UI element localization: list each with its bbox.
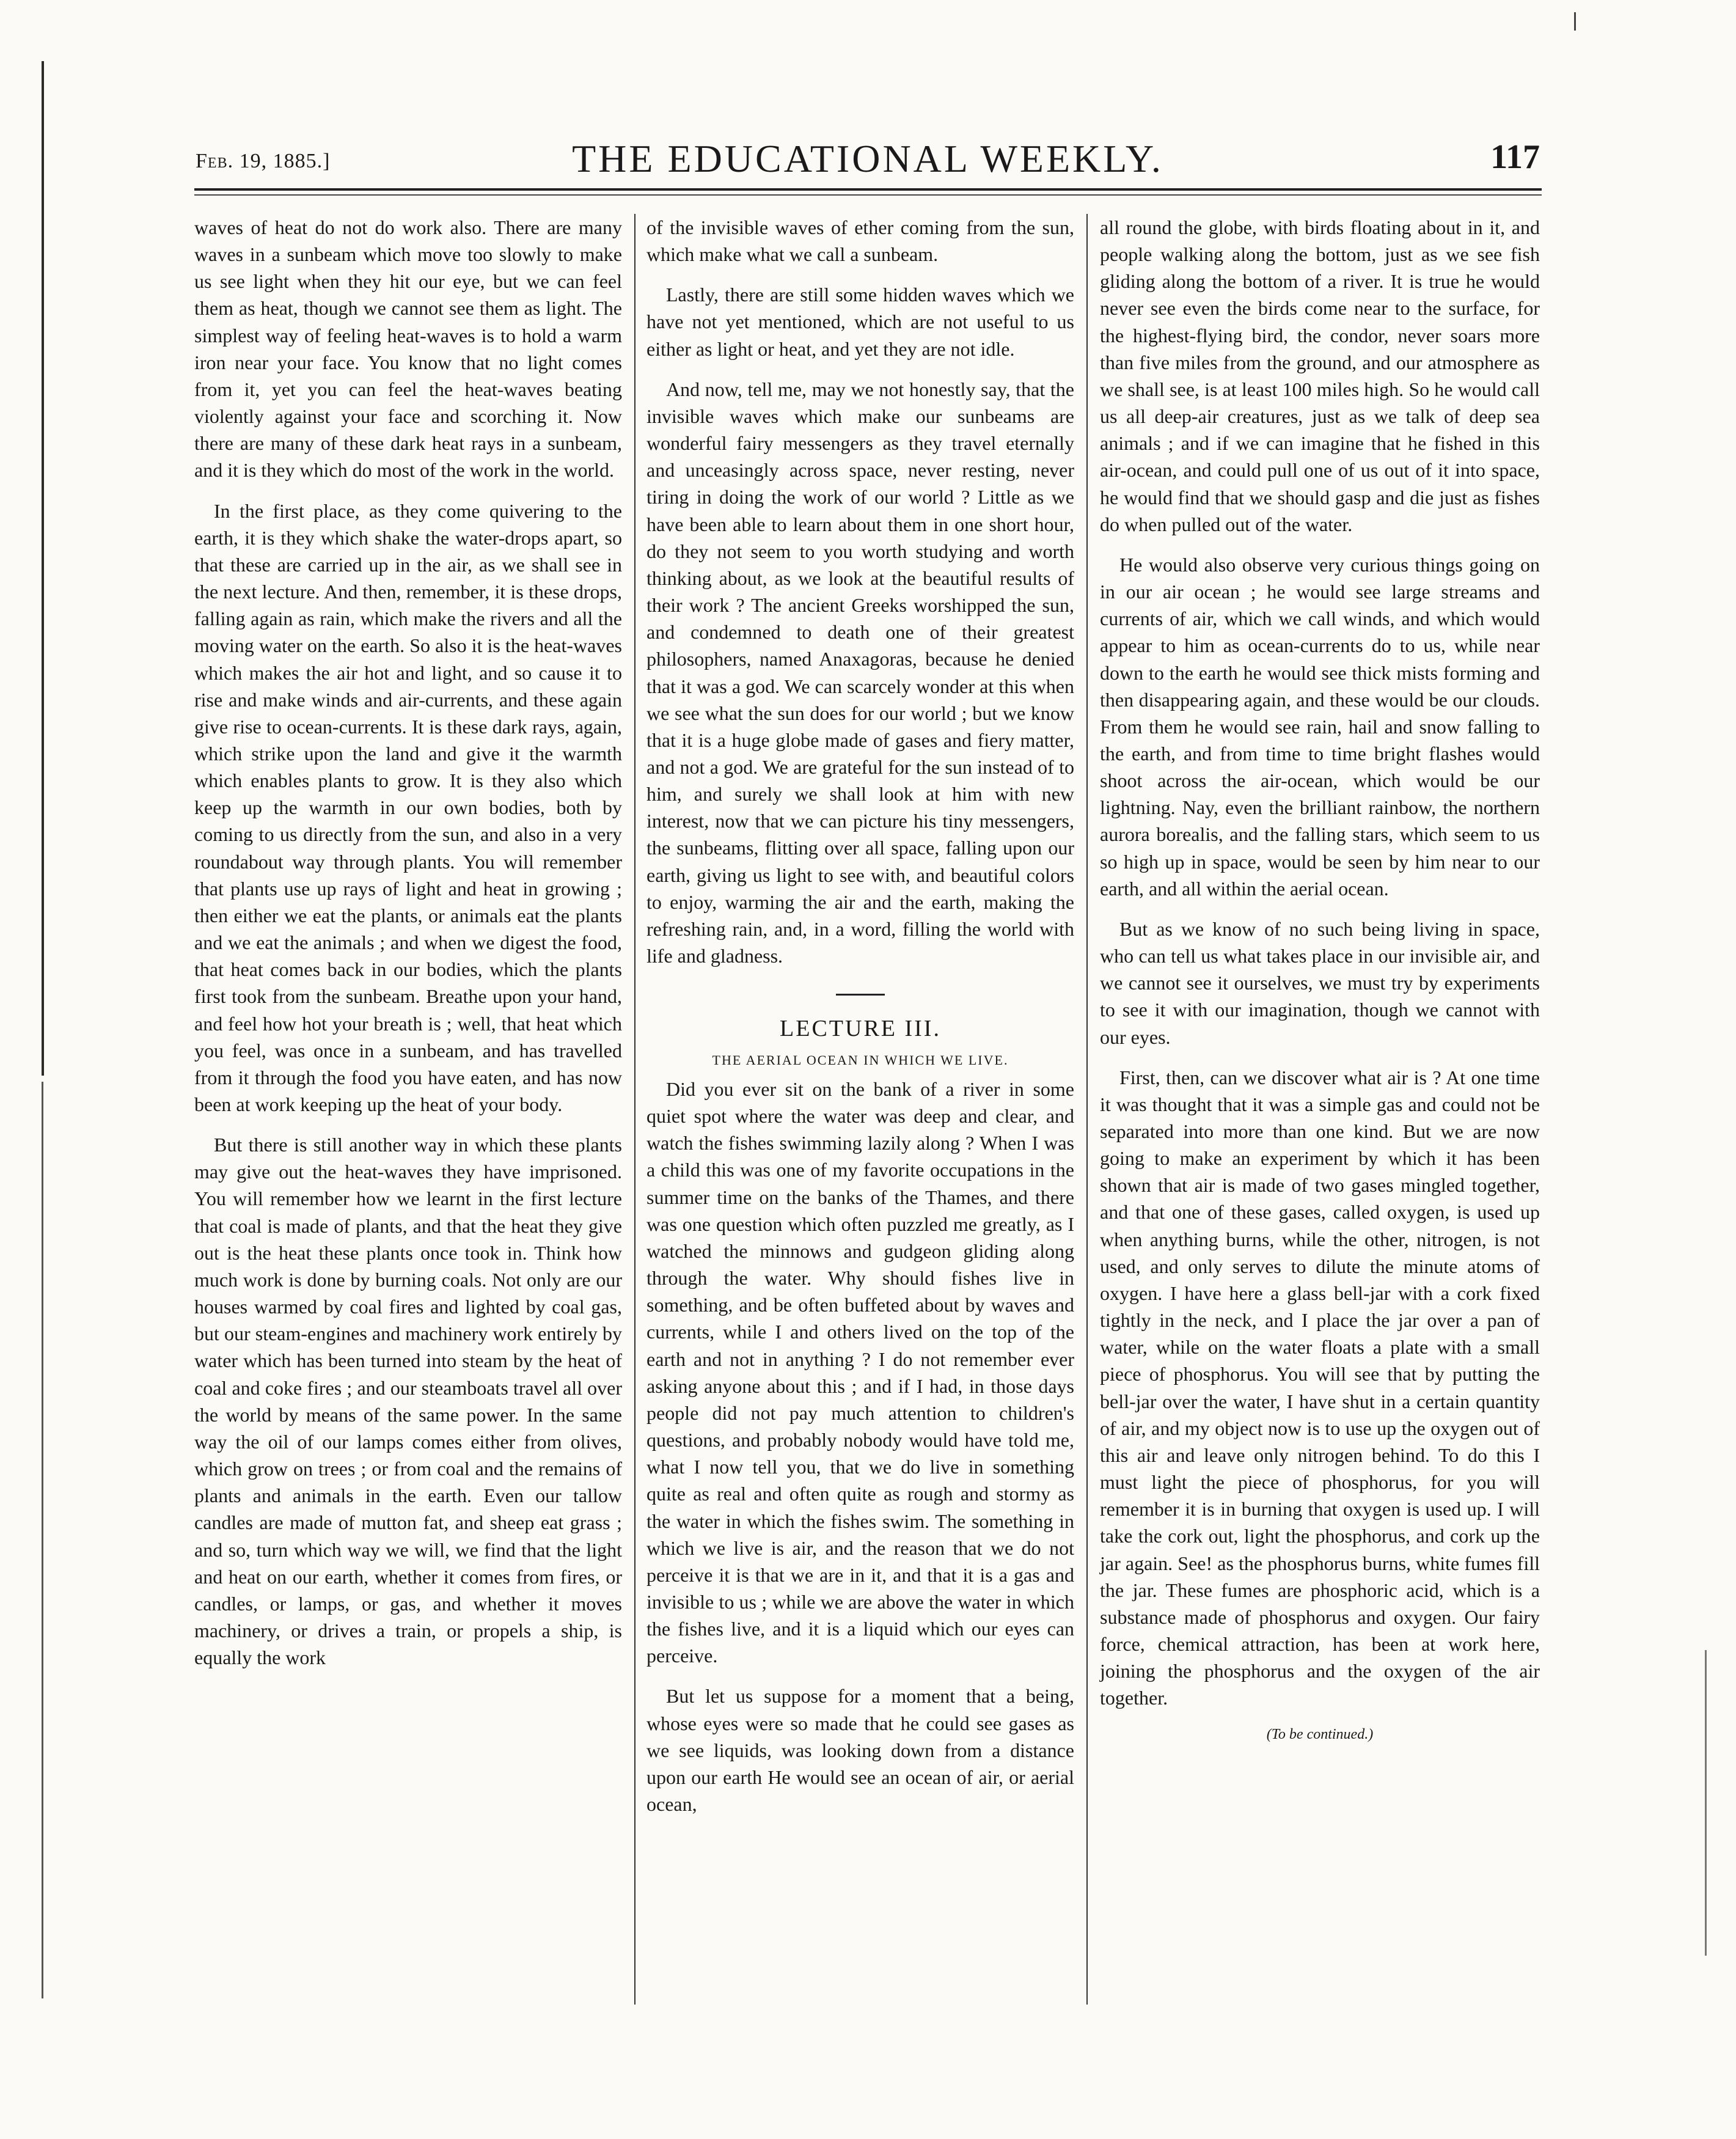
- scan-mark: [1574, 12, 1576, 31]
- paragraph: waves of heat do not do work also. There are many waves in a sunbeam which move too slowly to make us see light when they hit our eye, but we can feel them as heat, though we cannot see them as light. The simplest way of feeling heat-waves is to hold a warm iron near your face. You know that no light comes from it, yet you can feel the heat-waves beating violently against your face and scorching it. Now there are many of these dark heat rays in a sunbeam, and it is they which do most of the work in the world.: [194, 216, 622, 482]
- paragraph: of the invisible waves of ether coming from the sun, which make what we call a sunbeam.: [646, 216, 1074, 266]
- scan-edge-mark: [1705, 1650, 1707, 1956]
- lecture-heading: LECTURE III.: [780, 1016, 941, 1042]
- publication-title: THE EDUCATIONAL WEEKLY.: [572, 137, 1163, 180]
- left-margin-rule-lower: [42, 1082, 43, 1998]
- column-rule-2: [1086, 214, 1088, 2005]
- paragraph: And now, tell me, may we not honestly say, that the invisible waves which make our sunbeams are wonderful fairy messengers as they travel eternally and unceasingly across space, never resting, never tiring in doing the work of our world ? Little as we have been able to learn about them in one short hour, do they not seem to you worth studying and worth thinking about, as we look at the beautiful results of their work ? The ancient Greeks worshipped the sun, and condemned to death one of their greatest philosophers, named Anaxagoras, because he denied that it was a god. We can scarcely wonder at this when we see what the sun does for our world ; but we know that it is a huge globe made of gases and fiery matter, and not a god. We are grateful for the sun instead of to him, and surely we shall look at him with new interest, now that we can picture his tiny messengers, the sunbeams, flitting over all space, falling upon our earth, giving us light to see with, and beautiful colors to enjoy, warming the air and the earth, making the refreshing rain, and, in a word, filling the world with life and gladness.: [646, 378, 1074, 967]
- lecture-subheading: THE AERIAL OCEAN IN WHICH WE LIVE.: [712, 1052, 1009, 1068]
- section-divider: [836, 994, 885, 996]
- paragraph: Lastly, there are still some hidden waves which we have not yet mentioned, which are not useful to us either as light or heat, and yet they are not idle.: [646, 284, 1074, 360]
- lecture-heading-block: [646, 994, 1074, 1070]
- page-number: 117: [1490, 138, 1540, 176]
- paragraph: Did you ever sit on the bank of a river in some quiet spot where the water was deep and clear, and watch the fishes swimming lazily along ? When I was a child this was one of my favorite occupations in the summer time on the banks of the Thames, and there was one question which often puzzled me greatly, as I watched the minnows and gudgeon gliding along through the water. Why should fishes live in something, and be often buffeted about by waves and currents, while I and others lived on the top of the earth and not in anything ? I do not remember ever asking anyone about this ; and if I had, in those days people did not pay much attention to children's questions, and probably nobody would have told me, what I now tell you, that we do live in something quite as real and often quite as rough and stormy as the water in which the fishes swim. The something in which we live is air, and the reason that we do not perceive it is that we are in it, and that it is a gas and invisible to us ; while we are above the water in which the fishes live, and it is a liquid which our eyes can perceive.: [646, 1078, 1074, 1667]
- paragraph: But let us suppose for a moment that a being, whose eyes were so made that he could see gases as we see liquids, was looking down from a distance upon our earth He would see an ocean of air, or aerial ocean,: [646, 1685, 1074, 1816]
- column-1: [194, 214, 622, 1684]
- paragraph: He would also observe very curious things going on in our air ocean ; he would see large streams and currents of air, which we call winds, and which would appear to him as ocean-currents do to us, while near down to the earth he would see thick mists forming and then disappearing again, and these would be our clouds. From them he would see rain, hail and snow falling to the earth, and from time to time bright flashes would shoot across the air-ocean, which would be our lightning. Nay, even the brilliant rainbow, the northern aurora borealis, and the falling stars, which seem to us so high up in space, would be seen by him near to our earth, and all within the aerial ocean.: [1100, 553, 1540, 900]
- issue-date: Feb. 19, 1885.]: [196, 150, 331, 172]
- to-be-continued: (To be continued.): [1266, 1726, 1374, 1743]
- column-3: [1100, 214, 1540, 1745]
- left-margin-rule: [42, 61, 44, 1076]
- paragraph: First, then, can we discover what air is ? At one time it was thought that it was a simple gas and could not be separated into more than one kind. But we are now going to make an experiment by which it has been shown that air is made of two gases mingled together, and that one of these gases, called oxygen, is used up when anything burns, while the other, nitrogen, is not used, and only serves to dilute the minute atoms of oxygen. I have here a glass bell-jar with a cork fixed tightly in the neck, and I place the jar over a pan of water, while on the water floats a plate with a small piece of phosphorus. You will see that by putting the bell-jar over the water, I have shut in a certain quantity of air, and my object now is to use up the oxygen out of this air and leave only nitrogen behind. To do this I must light the piece of phosphorus, for you will remember it is in burning that oxygen is used up. I will take the cork out, light the phosphorus, and cork up the jar again. See! as the phosphorus burns, white fumes fill the jar. These fumes are phosphoric acid, which is a substance made of phosphorus and oxygen. Our fairy force, chemical attraction, has been at work here, joining the phosphorus and the oxygen of the air together.: [1100, 1066, 1540, 1709]
- header-rule: [194, 188, 1542, 196]
- column-2: [646, 214, 1074, 1831]
- paragraph: In the first place, as they come quivering to the earth, it is they which shake the water-drops apart, so that these are carried up in the air, as we shall see in the next lecture. And then, remember, it is these drops, falling again as rain, which make the rivers and all the moving water on the earth. So also it is the heat-waves which makes the air hot and light, and so cause it to rise and make winds and air-currents, and these again give rise to ocean-currents. It is these dark rays, again, which strike upon the land and give it the warmth which enables plants to grow. It is they also which keep up the warmth in our own bodies, both by coming to us directly from the sun, and also in a very roundabout way through plants. You will remember that plants use up rays of light and heat in growing ; then either we eat the plants, or animals eat the plants and we eat the animals ; and when we digest the food, that heat comes back in our bodies, which the plants first took from the sunbeam. Breathe upon your hand, and feel how hot your breath is ; well, that heat which you feel, was once in a sunbeam, and has travelled from it through the food you have eaten, and has now been at work keeping up the heat of your body.: [194, 499, 622, 1115]
- paragraph: all round the globe, with birds floating about in it, and people walking along the bottom, just as we see fish gliding along the bottom of a river. It is true he would never see even the birds come near to the surface, for the highest-flying bird, the condor, never soars more than five miles from the ground, and our atmosphere as we shall see, is at least 100 miles high. So he would call us all deep-air creatures, just as we talk of deep sea animals ; and if we can imagine that he fished in this air-ocean, and could pull one of us out of it into space, he would find that we should gasp and die just as fishes do when pulled out of the water.: [1100, 216, 1540, 535]
- paragraph: But there is still another way in which these plants may give out the heat-waves they have imprisoned. You will remember how we learnt in the first lecture that coal is made of plants, and that the heat they give out is the heat these plants once took in. Think how much work is done by burning coals. Not only are our houses warmed by coal fires and lighted by coal gas, but our steam-engines and machinery work entirely by water which has been turned into steam by the heat of coal and coke fires ; and our steamboats travel all over the world by means of the same power. In the same way the oil of our lamps comes either from olives, which grow on trees ; or from coal and the remains of plants and animals in the earth. Even our tallow candles are made of mutton fat, and sheep eat grass ; and so, turn which way we will, we find that the light and heat on our earth, whether it comes from fires, or candles, or lamps, or gas, and whether it moves machinery, or drives a train, or propels a ship, is equally the work: [194, 1134, 622, 1669]
- paragraph: But as we know of no such being living in space, who can tell us what takes place in our invisible air, and we cannot see it ourselves, we must try by experiments to see it with our imagination, though we cannot with our eyes.: [1100, 917, 1540, 1048]
- column-rule-1: [634, 214, 635, 2005]
- page-header: [196, 131, 1540, 186]
